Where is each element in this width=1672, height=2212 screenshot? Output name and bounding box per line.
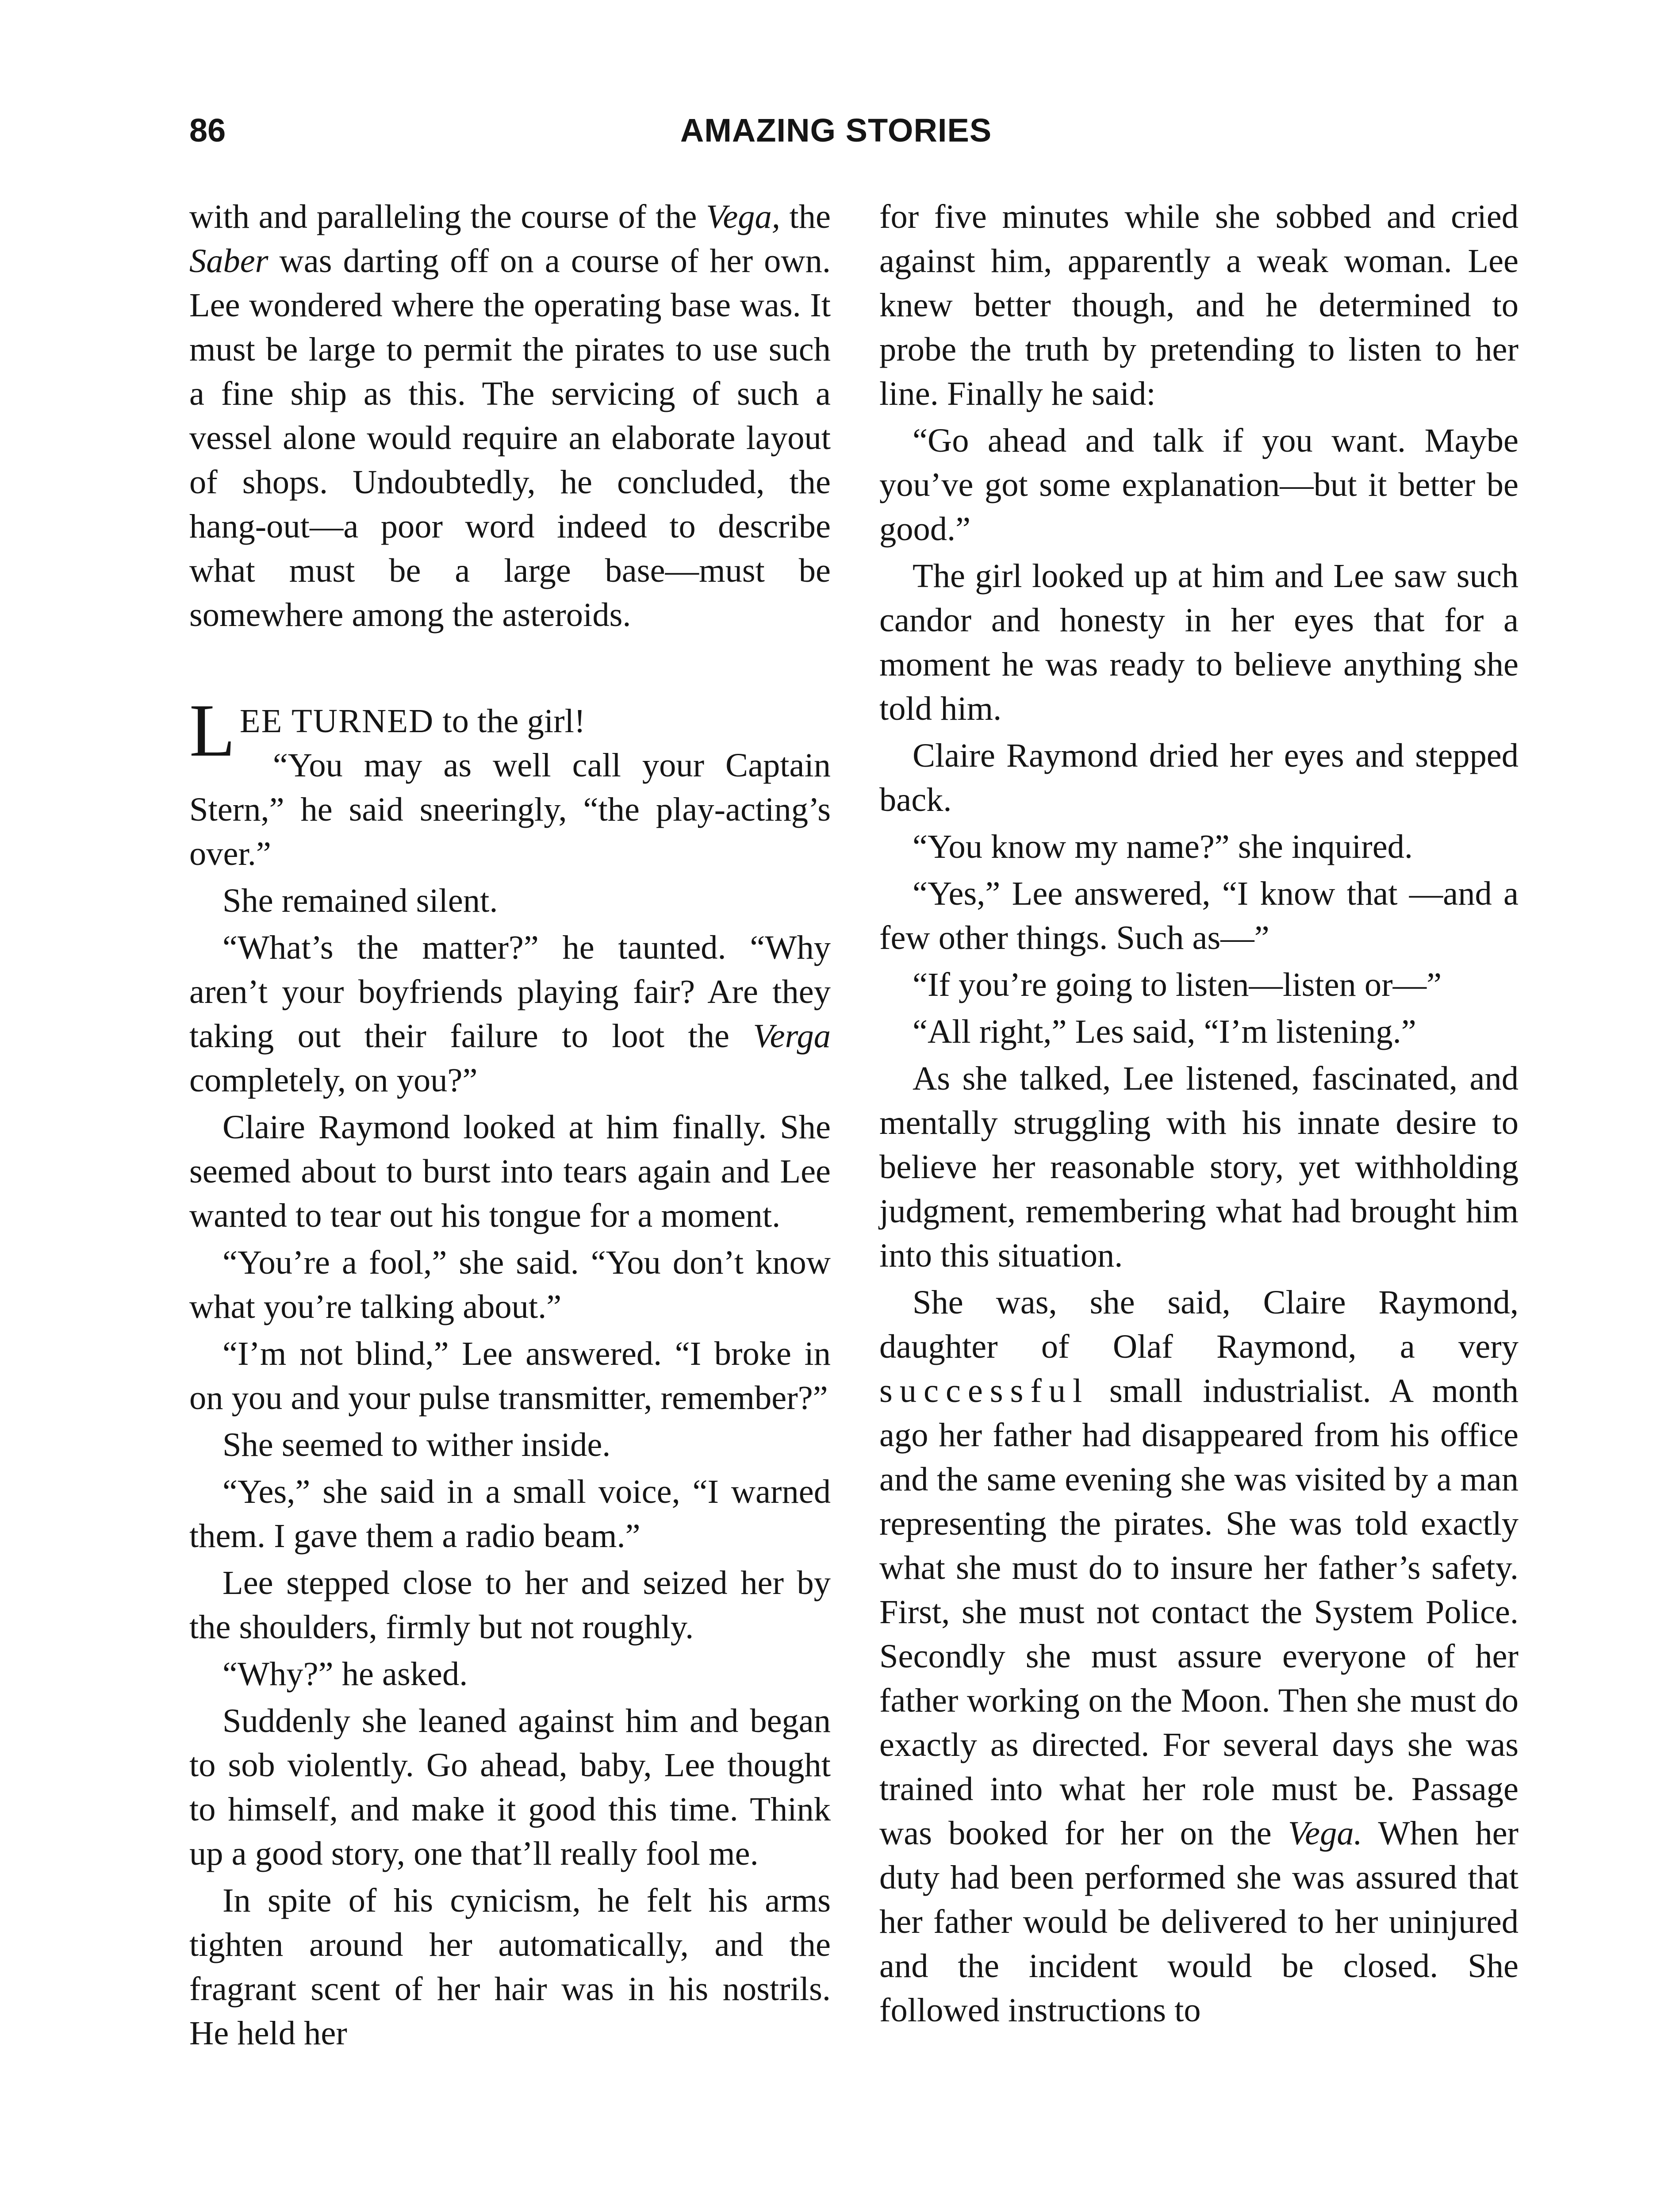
paragraph: Claire Raymond dried her eyes and stepped back. <box>879 737 1519 818</box>
paragraph: As she talked, Lee listened, fascinated, and mentally struggling with his innate desire to believe her reasonable story, yet withholding judgment, remembering what had brought him into this situation. <box>879 1060 1519 1274</box>
paragraph: “Go ahead and talk if you want. Maybe you’ve got some explanation—but it better be good.” <box>879 422 1519 548</box>
paragraph: Claire Raymond looked at him finally. She seemed about to burst into tears again and Lee wanted to tear out his tongue for a moment. <box>189 1108 831 1234</box>
paragraph: for five minutes while she sobbed and cried against him, apparently a weak woman. Lee knew better though, and he determined to probe the truth by pretending to listen to her line. Finally he said: <box>879 198 1519 412</box>
ship-name-verga: Verga <box>753 1017 831 1055</box>
drop-cap: L <box>189 689 235 772</box>
running-head: AMAZING STORIES <box>680 112 992 149</box>
ship-name-saber: Saber <box>189 242 268 280</box>
right-column <box>879 195 1519 2032</box>
paragraph: “If you’re going to listen—listen or—” <box>913 966 1442 1003</box>
paragraph: In spite of his cynicism, he felt his arms tighten around her automatically, and the fragrant scent of her hair was in his nostrils. He held her <box>189 1882 831 2052</box>
paragraph: “Why?” he asked. <box>222 1655 468 1693</box>
paragraph: “Yes,” Lee answered, “I know that —and a few other things. Such as—” <box>879 875 1519 956</box>
paragraph: Lee stepped close to her and seized her by the shoulders, firmly but not roughly. <box>189 1564 831 1646</box>
ship-name-vega: Vega. <box>1288 1814 1362 1852</box>
left-column <box>189 195 831 2055</box>
small-caps-lead: EE TURNED <box>239 702 434 740</box>
paragraph: “I’m not blind,” Lee answered. “I broke in on you and your pulse transmitter, remember?” <box>189 1335 831 1417</box>
paragraph: “You may as well call your Captain Stern,” he said sneeringly, “the play-acting’s over.” <box>189 746 831 872</box>
letterspaced-word: successful <box>879 1372 1089 1409</box>
section-opening-paragraph: LEE TURNED to the girl! <box>189 689 586 772</box>
page-number: 86 <box>189 112 226 149</box>
paragraph: “You’re a fool,” she said. “You don’t know what you’re talking about.” <box>189 1244 831 1325</box>
paragraph: “Yes,” she said in a small voice, “I warned them. I gave them a radio beam.” <box>189 1473 831 1555</box>
paragraph: “All right,” Les said, “I’m listening.” <box>913 1013 1416 1050</box>
paragraph: “You know my name?” she inquired. <box>913 828 1413 865</box>
page-header <box>0 108 1672 157</box>
paragraph: “What’s the matter?” he taunted. “Why aren’t your boyfriends playing fair? Are they taking out their failure to loot the Verga completely, on you?” <box>189 929 831 1099</box>
ship-name-vega: Vega, <box>706 198 780 235</box>
paragraph: She seemed to wither inside. <box>222 1426 611 1463</box>
paragraph: Suddenly she leaned against him and began to sob violently. Go ahead, baby, Lee thought to himself, and make it good this time. Think up a good story, one that’ll really fool me. <box>189 1702 831 1872</box>
paragraph: The girl looked up at him and Lee saw such candor and honesty in her eyes that for a moment he was ready to believe anything she told him. <box>879 557 1519 727</box>
paragraph: She was, she said, Claire Raymond, daughter of Olaf Raymond, a very successful small industrialist. A month ago her father had disappeared from his office and the same evening she was visited by a man representing the pirates. She was told exactly what she must do to insure her father’s safety. First, she must not contact the System Police. Secondly she must assure everyone of her father working on the Moon. Then she must do exactly as directed. For several days she was trained into what her role must be. Passage was booked for her on the Vega. When her duty had been performed she was assured that her father would be delivered to her uninjured and the incident would be closed. She followed instructions to <box>879 1283 1519 2029</box>
paragraph: She remained silent. <box>222 882 498 919</box>
paragraph: with and paralleling the course of the Vega, the Saber was darting off on a course of her own. Lee wondered where the operating base was. It must be large to permit the pirates to use such a fine ship as this. The servicing of such a vessel alone would require an elaborate layout of shops. Undoubtedly, he concluded, the hang-out—a poor word indeed to describe what must be a large base—must be somewhere among the asteroids. <box>189 198 831 634</box>
